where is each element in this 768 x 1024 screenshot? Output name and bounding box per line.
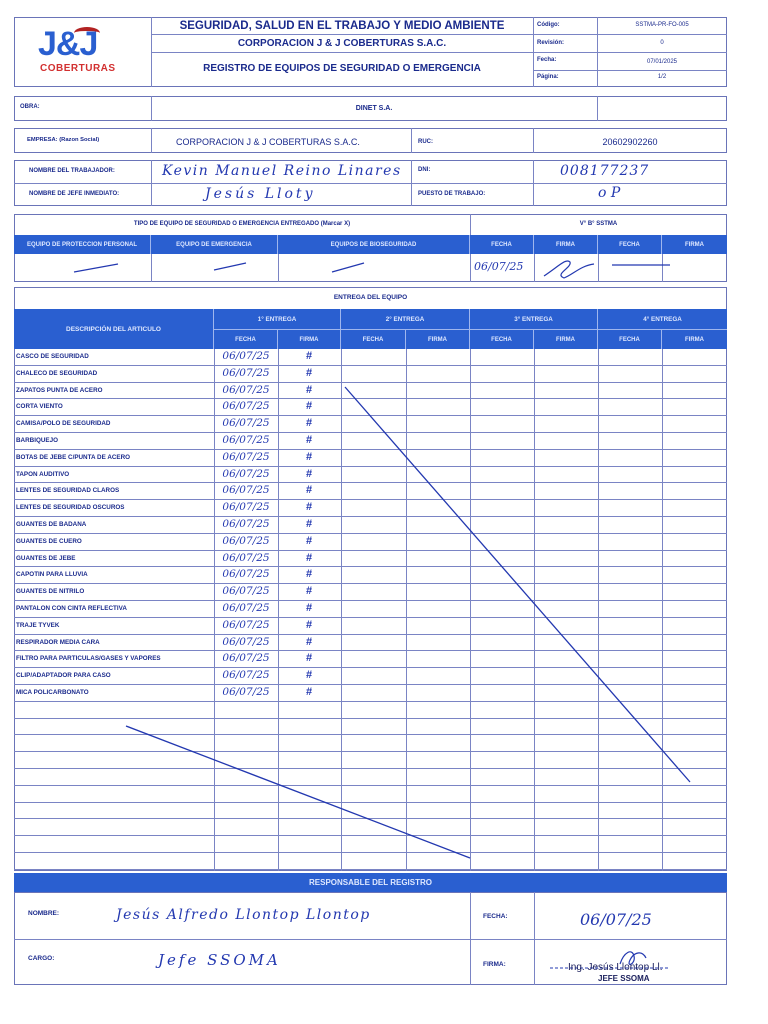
table-row [14, 467, 727, 484]
grid-column-line [214, 349, 215, 871]
item-fecha: 06/07/25 [222, 467, 270, 480]
sub-firma-2: FIRMA [406, 329, 470, 349]
item-fecha: 06/07/25 [222, 568, 270, 581]
puesto-value: o P [598, 185, 621, 201]
meta-value-pagina: 1/2 [657, 74, 667, 80]
item-firma: # [305, 585, 313, 598]
ruc-value: 20602902260 [602, 137, 658, 147]
item-fecha: 06/07/25 [222, 618, 270, 631]
table-row [14, 685, 727, 702]
item-name: CAPOTIN PARA LLUVIA [16, 571, 88, 579]
desc-header: DESCRIPCIÓN DEL ARTICULO [14, 309, 214, 349]
grid-column-line [662, 349, 663, 871]
item-firma: # [305, 518, 313, 530]
item-fecha: 06/07/25 [222, 602, 270, 614]
ruc-label: RUC: [418, 139, 433, 145]
entrega-3-header: 3° ENTREGA [470, 309, 598, 329]
obra-value: DINET S.A. [355, 105, 393, 112]
table-row [14, 383, 727, 400]
table-row [14, 349, 727, 366]
item-firma: # [305, 602, 313, 614]
meta-value-fecha: 07/01/2025 [646, 59, 678, 65]
table-row [14, 366, 727, 383]
item-firma: # [305, 501, 313, 514]
table-row [14, 567, 727, 584]
item-name: LENTES DE SEGURIDAD OSCUROS [16, 504, 125, 512]
item-fecha: 06/07/25 [222, 434, 270, 446]
table-row [14, 702, 727, 719]
item-fecha: 06/07/25 [222, 669, 270, 682]
table-row [14, 735, 727, 752]
puesto-label: PUESTO DE TRABAJO: [418, 191, 486, 197]
item-fecha: 06/07/25 [222, 417, 270, 430]
empresa-value: CORPORACION J & J COBERTURAS S.A.C. [176, 137, 360, 147]
jefe-label: NOMBRE DE JEFE INMEDIATO: [29, 191, 120, 197]
col-emergencia: EQUIPO DE EMERGENCIA [151, 235, 278, 254]
table-row [14, 719, 727, 736]
item-fecha: 06/07/25 [222, 652, 270, 665]
empresa-label: EMPRESA: (Razon Social) [27, 137, 100, 143]
table-row [14, 416, 727, 433]
table-row [14, 635, 727, 652]
table-row [14, 399, 727, 416]
entrega-4-header: 4° ENTREGA [598, 309, 727, 329]
item-fecha: 06/07/25 [222, 450, 270, 463]
logo-text: J&J [38, 25, 98, 63]
table-row [14, 803, 727, 820]
item-fecha: 06/07/25 [222, 366, 270, 379]
item-fecha: 06/07/25 [222, 350, 270, 362]
jefe-value: Jesús Lloty [205, 186, 316, 202]
item-name: CASCO DE SEGURIDAD [16, 353, 89, 360]
responsable-title: RESPONSABLE DEL REGISTRO [14, 873, 727, 892]
grid-column-line [406, 349, 407, 871]
table-row [14, 433, 727, 450]
resp-cargo-label: CARGO: [28, 955, 55, 962]
col-vb-firma-1: FIRMA [534, 235, 598, 254]
item-name: GUANTES DE BADANA [16, 521, 87, 528]
item-fecha: 06/07/25 [222, 635, 270, 648]
stamp-line-2: JEFE SSOMA [598, 974, 650, 983]
item-name: CLIP/ADAPTADOR PARA CASO [16, 672, 111, 680]
item-fecha: 06/07/25 [222, 585, 270, 598]
entrega-2-header: 2° ENTREGA [341, 309, 470, 329]
item-name: RESPIRADOR MEDIA CARA [16, 638, 100, 646]
item-name: TRAJE TYVEK [16, 621, 60, 629]
item-name: LENTES DE SEGURIDAD CLAROS [16, 487, 120, 495]
item-name: BOTAS DE JEBE C/PUNTA DE ACERO [16, 453, 131, 461]
trabajador-value: Kevin Manuel Reino Linares [162, 163, 402, 179]
sub-firma-4: FIRMA [662, 329, 727, 349]
meta-label-codigo: Código: [537, 22, 560, 28]
trabajador-label: NOMBRE DEL TRABAJADOR: [29, 168, 115, 174]
table-row [14, 551, 727, 568]
resp-nombre-value: Jesús Alfredo Llontop Llontop [116, 907, 371, 923]
item-fecha: 06/07/25 [222, 501, 270, 514]
item-fecha: 06/07/25 [222, 400, 270, 413]
sub-fecha-1: FECHA [214, 329, 278, 349]
item-firma: # [305, 350, 313, 362]
item-name: BARBIQUEJO [16, 437, 58, 444]
item-firma: # [305, 669, 313, 682]
meta-value-codigo: SSTMA-PR-FO-005 [635, 22, 689, 28]
sub-fecha-3: FECHA [470, 329, 534, 349]
item-fecha: 06/07/25 [222, 518, 270, 530]
col-epp: EQUIPO DE PROTECCION PERSONAL [14, 235, 151, 254]
item-fecha: 06/07/25 [222, 484, 270, 497]
item-firma: # [305, 434, 313, 446]
table-row [14, 668, 727, 685]
table-row [14, 819, 727, 836]
item-firma: # [305, 484, 313, 497]
sub-firma-1: FIRMA [278, 329, 341, 349]
stamp-line-1: Ing. Jesús Llontop Ll. [568, 962, 663, 973]
item-name: MICA POLICARBONATO [16, 689, 89, 696]
item-name: CHALECO DE SEGURIDAD [16, 369, 98, 377]
item-name: ZAPATOS PUNTA DE ACERO [16, 386, 103, 394]
meta-label-pagina: Página: [537, 74, 559, 80]
item-name: TAPON AUDITIVO [16, 470, 70, 478]
item-name: FILTRO PARA PARTICULAS/GASES Y VAPORES [16, 655, 161, 663]
header-title-main: SEGURIDAD, SALUD EN EL TRABAJO Y MEDIO AMBIENTE [179, 20, 505, 32]
item-firma: # [305, 366, 313, 379]
dni-value: 008177237 [560, 163, 650, 179]
item-fecha: 06/07/25 [222, 534, 270, 547]
resp-cargo-value: Jefe SSOMA [158, 951, 281, 969]
item-fecha: 06/07/25 [222, 551, 270, 564]
table-row [14, 836, 727, 853]
col-vb-firma-2: FIRMA [662, 235, 727, 254]
item-name: CAMISA/POLO DE SEGURIDAD [16, 420, 111, 428]
table-row [14, 853, 727, 870]
item-name: PANTALON CON CINTA REFLECTIVA [16, 605, 127, 612]
item-firma: # [305, 467, 313, 480]
table-row [14, 584, 727, 601]
grid-column-line [534, 349, 535, 871]
item-firma: # [305, 568, 313, 581]
dni-label: DNI: [418, 167, 431, 173]
header-title-company: CORPORACION J & J COBERTURAS S.A.C. [237, 38, 447, 49]
col-bioseguridad: EQUIPOS DE BIOSEGURIDAD [278, 235, 470, 254]
vb-title: V° B° SSTMA [579, 221, 618, 227]
item-firma: # [305, 534, 313, 547]
table-row [14, 618, 727, 635]
item-name: CORTA VIENTO [16, 403, 63, 411]
item-firma: # [305, 417, 313, 430]
tipo-equipo-fecha: 06/07/25 [474, 260, 524, 273]
item-firma: # [305, 686, 313, 698]
resp-fecha-label: FECHA: [483, 913, 508, 920]
sub-fecha-2: FECHA [341, 329, 406, 349]
signature-stamp [550, 948, 720, 984]
table-row [14, 517, 727, 534]
resp-firma-label: FIRMA: [483, 961, 506, 968]
sub-fecha-4: FECHA [598, 329, 662, 349]
entrega-1-header: 1° ENTREGA [214, 309, 341, 329]
item-firma: # [305, 383, 313, 396]
item-name: GUANTES DE CUERO [16, 537, 82, 545]
meta-value-revision: 0 [660, 40, 664, 46]
grid-column-line [278, 349, 279, 871]
table-row [14, 534, 727, 551]
logo-subtext: COBERTURAS [40, 63, 116, 74]
item-firma: # [305, 450, 313, 463]
item-fecha: 06/07/25 [222, 686, 270, 698]
meta-label-revision: Revisión: [537, 40, 565, 46]
entrega-title: ENTREGA DEL EQUIPO [333, 294, 408, 301]
resp-nombre-label: NOMBRE: [28, 910, 60, 917]
table-row [14, 483, 727, 500]
resp-fecha-value: 06/07/25 [580, 910, 652, 929]
grid-column-line [470, 349, 471, 871]
sub-firma-3: FIRMA [534, 329, 598, 349]
grid-column-line [598, 349, 599, 871]
col-vb-fecha-1: FECHA [470, 235, 534, 254]
grid-column-line [341, 349, 342, 871]
obra-label: OBRA: [20, 104, 40, 110]
item-firma: # [305, 635, 313, 648]
item-fecha: 06/07/25 [222, 383, 270, 396]
meta-label-fecha: Fecha: [537, 57, 557, 63]
item-firma: # [305, 652, 313, 665]
item-firma: # [305, 551, 313, 564]
col-vb-fecha-2: FECHA [598, 235, 662, 254]
item-firma: # [305, 618, 313, 631]
item-name: GUANTES DE JEBE [16, 554, 76, 562]
table-row [14, 752, 727, 769]
header-title-doc: REGISTRO DE EQUIPOS DE SEGURIDAD O EMERGENCIA [203, 63, 481, 74]
table-row [14, 786, 727, 803]
item-firma: # [305, 400, 313, 413]
item-name: GUANTES DE NITRILO [16, 588, 85, 596]
tipo-equipo-title: TIPO DE EQUIPO DE SEGURIDAD O EMERGENCIA ENTREGADO (Marcar X) [133, 221, 351, 227]
table-row [14, 769, 727, 786]
